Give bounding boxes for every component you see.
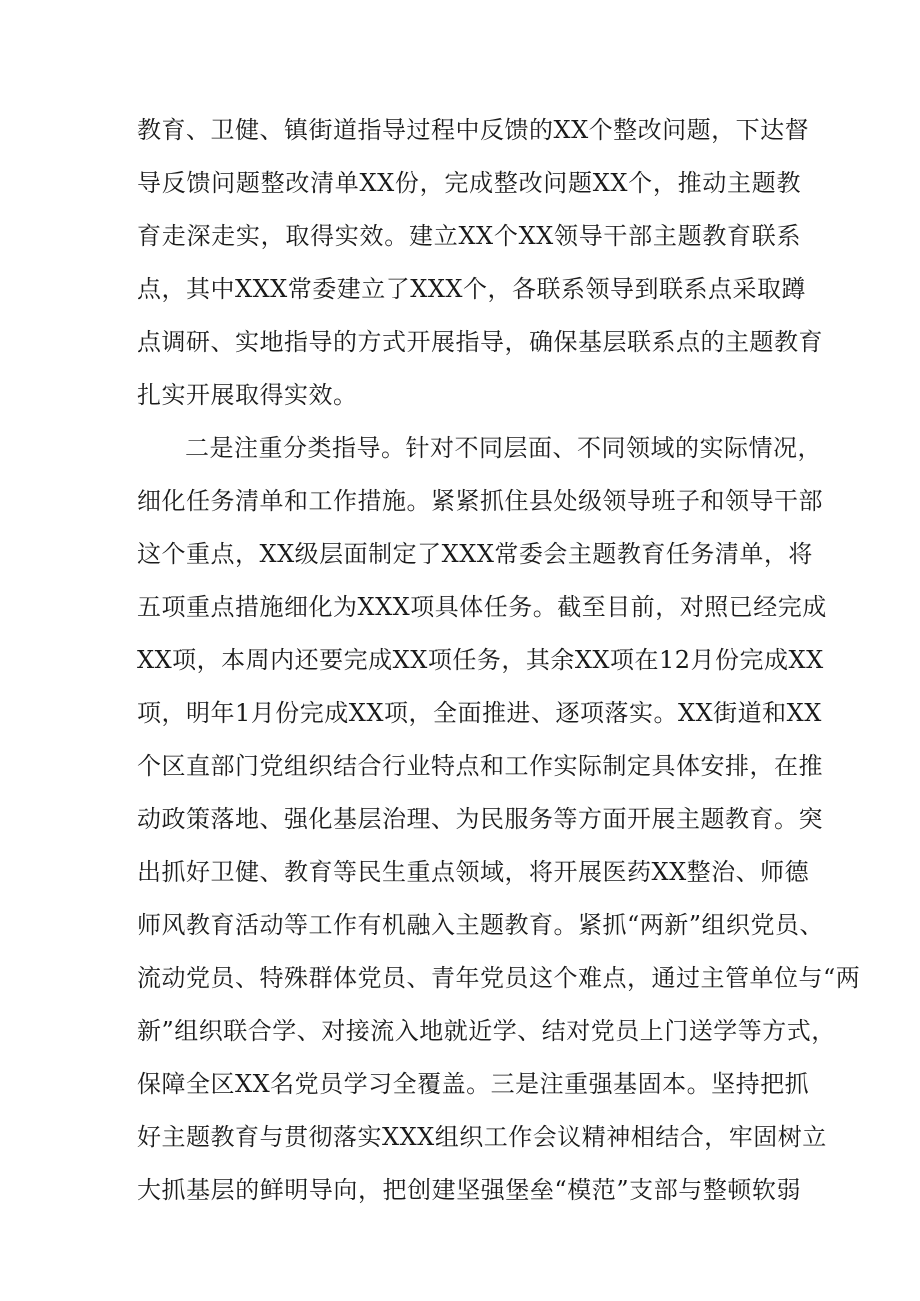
text-line: 教育、卫健、镇街道指导过程中反馈的XX个整改问题，下达督 xyxy=(137,116,810,144)
text-line: 育走深走实，取得实效。建立XX个XX领导干部主题教育联系 xyxy=(137,222,801,250)
text-line: 师风教育活动等工作有机融入主题教育。紧抓“两新”组织党员、 xyxy=(137,911,825,939)
text-line: 点，其中XXX常委建立了XXX个，各联系领导到联系点采取蹲 xyxy=(137,275,807,303)
text-line: 这个重点，XX级层面制定了XXX常委会主题教育任务清单，将 xyxy=(137,540,813,568)
text-line: 点调研、实地指导的方式开展指导，确保基层联系点的主题教育 xyxy=(137,328,823,356)
text-line: 项，明年1月份完成XX项，全面推进、逐项落实。XX街道和XX xyxy=(137,699,822,727)
text-line: XX项，本周内还要完成XX项任务，其余XX项在12月份完成XX xyxy=(137,646,824,674)
paragraph-1 xyxy=(137,104,823,422)
text-line: 大抓基层的鲜明导向，把创建坚强堡垒“模范”支部与整顿软弱 xyxy=(137,1176,801,1204)
text-line: 流动党员、特殊群体党员、青年党员这个难点，通过主管单位与“两 xyxy=(137,964,861,992)
text-line: 出抓好卫健、教育等民生重点领域，将开展医药XX整治、师德 xyxy=(137,858,810,886)
text-line: 细化任务清单和工作措施。紧紧抓住县处级领导班子和领导干部 xyxy=(137,487,823,515)
text-line: 好主题教育与贯彻落实XXX组织工作会议精神相结合，牢固树立 xyxy=(137,1123,827,1151)
text-line: 个区直部门党组织结合行业特点和工作实际制定具体安排，在推 xyxy=(137,752,823,780)
text-line: 二是注重分类指导。针对不同层面、不同领域的实际情况， xyxy=(185,434,822,462)
text-line: 新”组织联合学、对接流入地就近学、结对党员上门送学等方式， xyxy=(137,1017,836,1045)
text-line: 导反馈问题整改清单XX份，完成整改问题XX个，推动主题教 xyxy=(137,169,801,197)
text-line: 扎实开展取得实效。 xyxy=(137,381,358,409)
text-line: 保障全区XX名党员学习全覆盖。三是注重强基固本。坚持把抓 xyxy=(137,1070,810,1098)
text-line: 五项重点措施细化为XXX项具体任务。截至目前，对照已经完成 xyxy=(137,593,827,621)
text-line: 动政策落地、强化基层治理、为民服务等方面开展主题教育。突 xyxy=(137,805,823,833)
paragraph-2 xyxy=(137,422,861,1217)
